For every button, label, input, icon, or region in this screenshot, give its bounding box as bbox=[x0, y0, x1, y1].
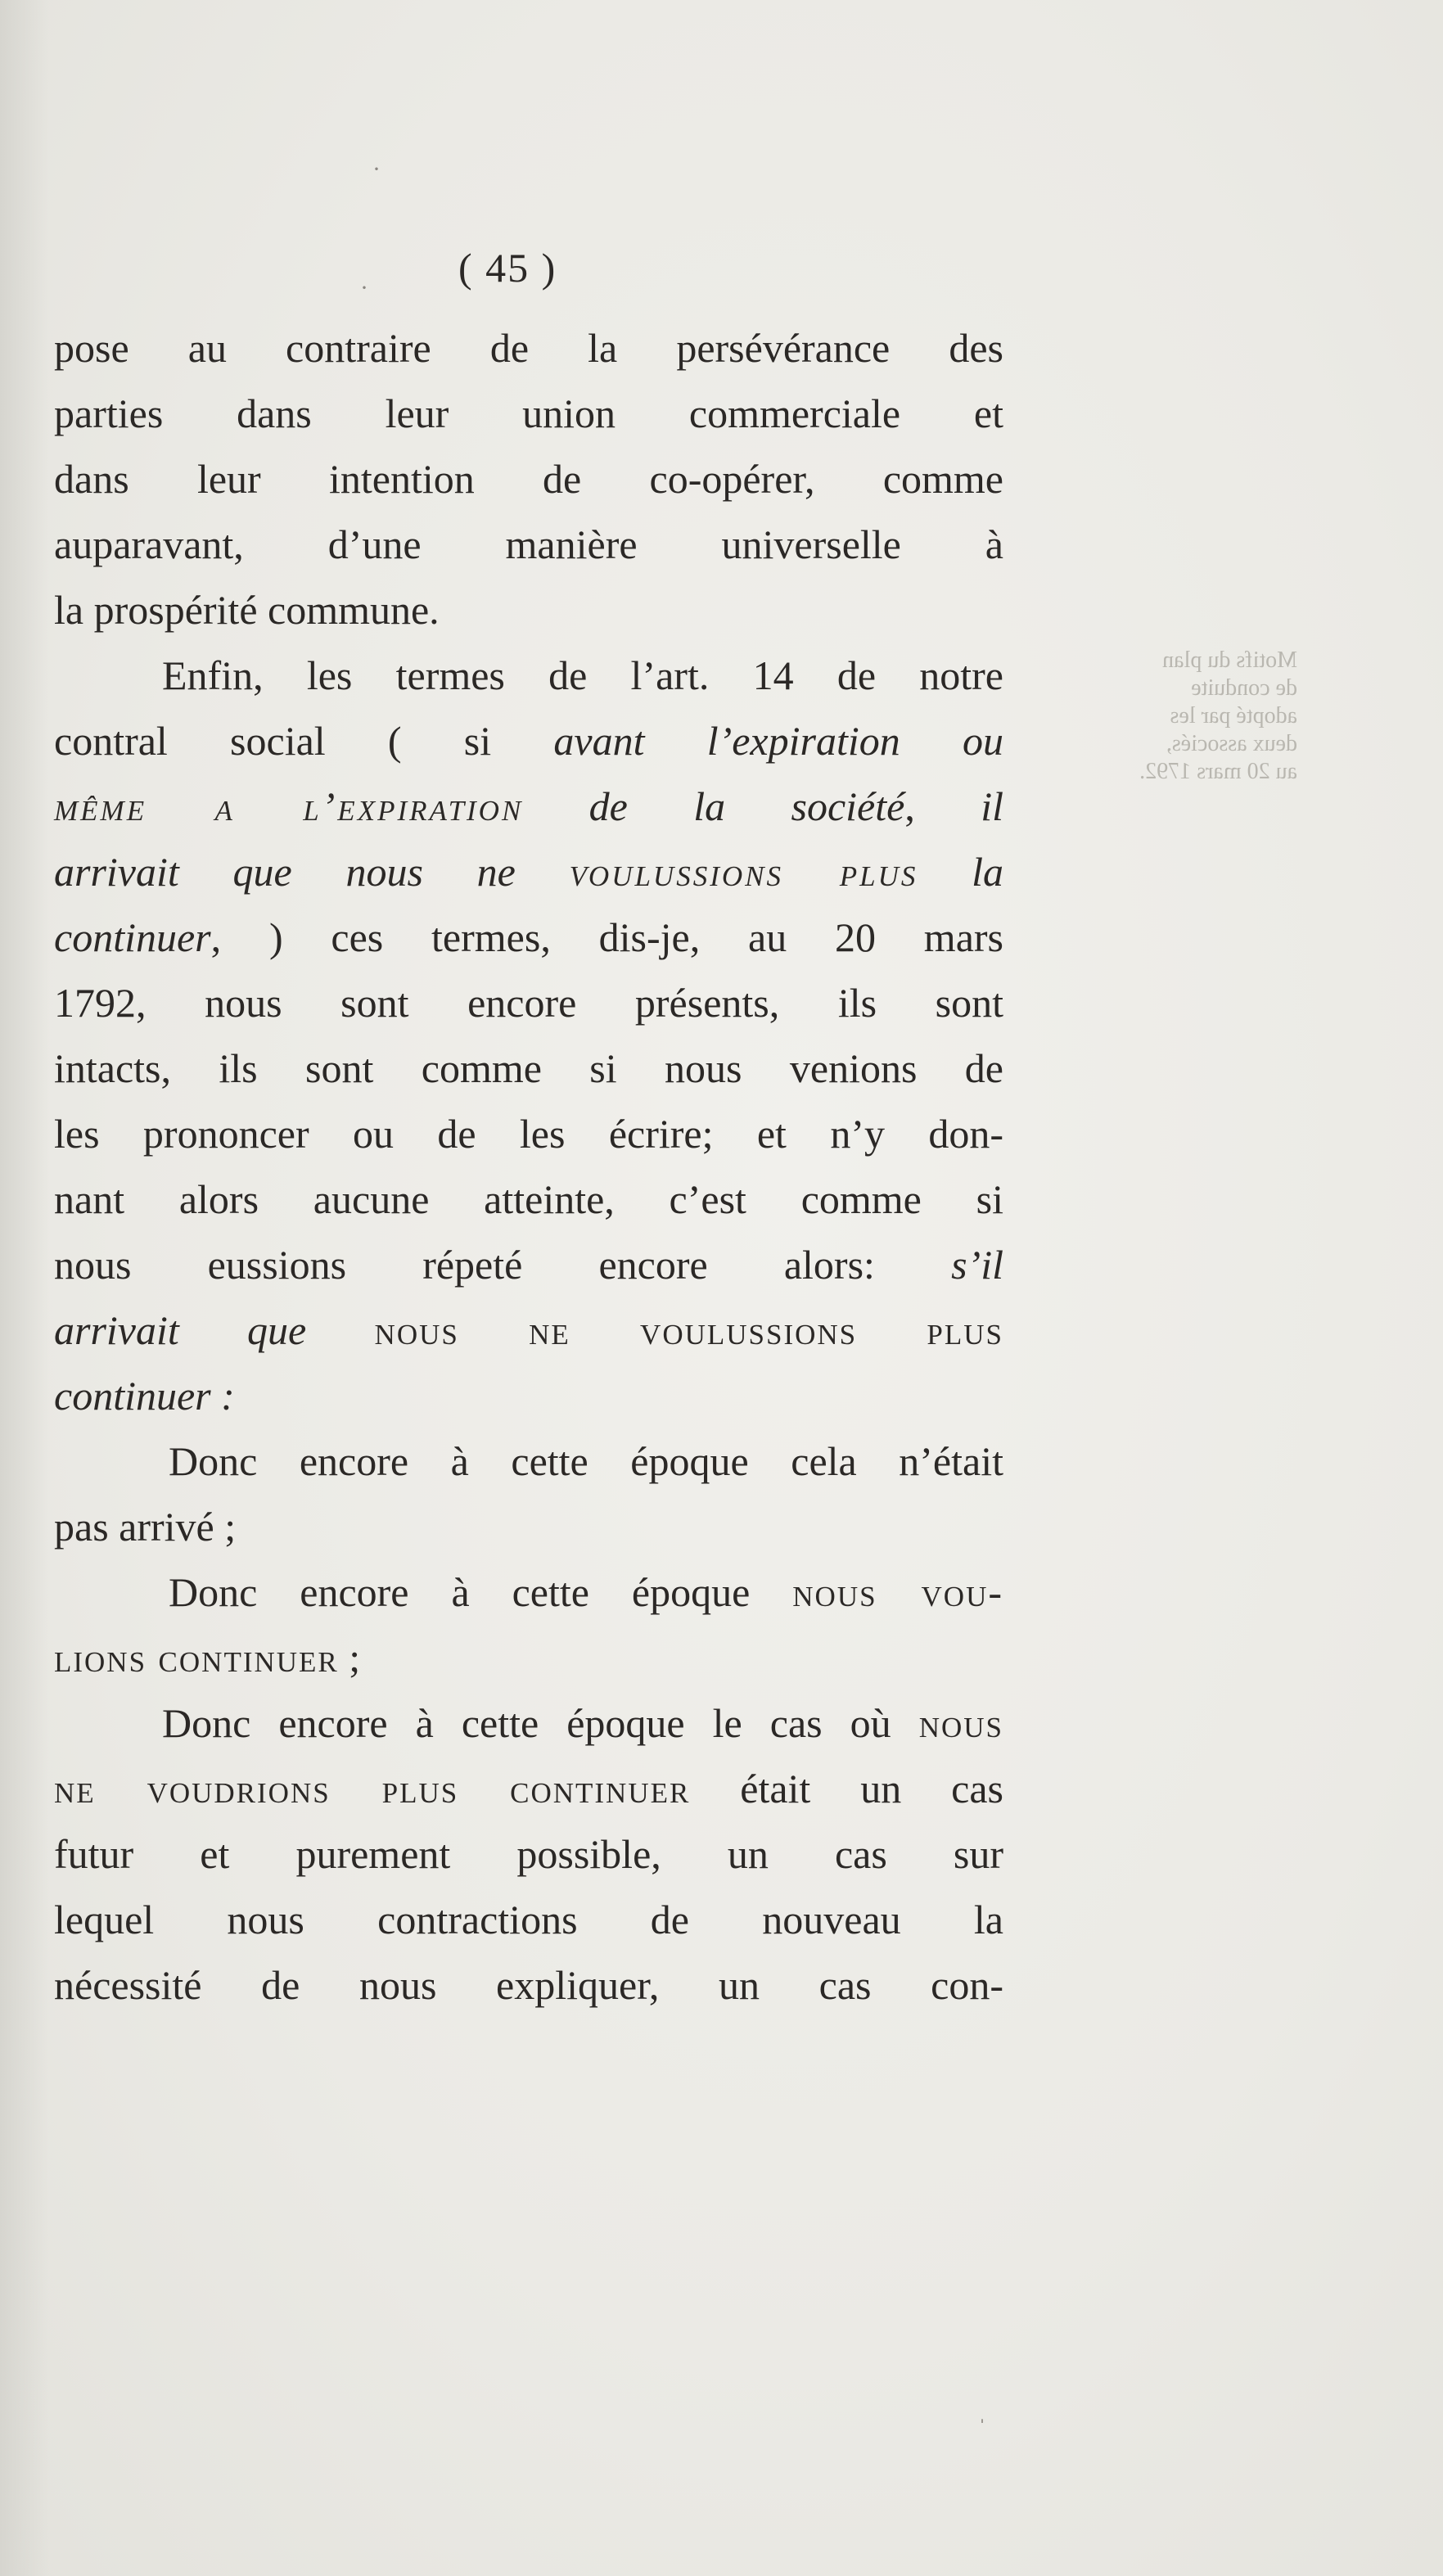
ink-speck: · bbox=[360, 274, 368, 301]
text-line bbox=[54, 1821, 1003, 1887]
text-line bbox=[54, 577, 1003, 643]
text-line bbox=[54, 1756, 1003, 1821]
text-segment: Donc encore à cette époque le cas où bbox=[162, 1700, 919, 1746]
gutter-shadow bbox=[0, 0, 49, 2576]
text-line bbox=[54, 1625, 1003, 1690]
text-line bbox=[54, 512, 1003, 577]
text-line bbox=[54, 1035, 1003, 1101]
text-segment: nant alors aucune atteinte, c’est comme si bbox=[54, 1176, 1003, 1222]
text-segment: Donc encore à cette époque cela n’était bbox=[169, 1438, 1003, 1484]
text-segment: ne voudrions plus continuer bbox=[54, 1766, 691, 1811]
text-line bbox=[54, 1559, 1003, 1625]
text-segment: nous vou- bbox=[792, 1569, 1003, 1615]
text-line bbox=[54, 1101, 1003, 1166]
text-segment: il bbox=[981, 783, 1004, 829]
text-segment: contral social ( si bbox=[54, 718, 554, 764]
text-segment: continuer bbox=[54, 914, 211, 960]
text-segment: intacts, ils sont comme si nous venions de bbox=[54, 1045, 1003, 1091]
text-line bbox=[54, 1690, 1003, 1756]
text-segment: arrivait que nous ne bbox=[54, 849, 570, 895]
text-segment: Donc encore à cette époque bbox=[169, 1569, 793, 1615]
margin-note-bleed-through bbox=[1035, 647, 1297, 786]
text-segment: , bbox=[904, 783, 981, 829]
margin-note-line: de conduite bbox=[1191, 675, 1297, 701]
text-segment: avant l’expiration ou bbox=[553, 718, 1003, 764]
text-segment: était un cas bbox=[690, 1766, 1003, 1811]
text-segment: nous eussions répeté encore alors: bbox=[54, 1242, 952, 1288]
text-line bbox=[54, 708, 1003, 774]
text-line bbox=[54, 1494, 1003, 1559]
text-segment: les prononcer ou de les écrire; et n’y don- bbox=[54, 1111, 1003, 1157]
text-segment: lequel nous contractions de nouveau la bbox=[54, 1897, 1003, 1942]
text-segment: parties dans leur union commerciale et bbox=[54, 390, 1003, 436]
text-segment: voulussions plus bbox=[569, 849, 918, 895]
margin-note-line: deux associés, bbox=[1166, 731, 1297, 756]
text-segment: Enfin, les termes de l’art. 14 de notre bbox=[162, 652, 1003, 698]
text-segment: s’il bbox=[951, 1242, 1003, 1288]
text-segment: nous bbox=[918, 1700, 1003, 1746]
ink-speck: ˈ bbox=[978, 2415, 986, 2442]
text-line bbox=[54, 1166, 1003, 1232]
text-line bbox=[54, 643, 1003, 708]
text-line bbox=[54, 905, 1003, 970]
text-line bbox=[54, 381, 1003, 446]
text-segment: la bbox=[918, 849, 1003, 895]
text-segment: nous ne voulussions plus bbox=[374, 1307, 1004, 1353]
text-segment: la prospérité commune. bbox=[54, 587, 440, 633]
text-segment: , ) ces termes, dis-je, au 20 mars bbox=[210, 914, 1003, 960]
text-segment: lions continuer bbox=[54, 1635, 339, 1680]
margin-note-line: Motifs du plan bbox=[1162, 647, 1297, 673]
text-segment: même a l’expiration bbox=[54, 783, 524, 829]
text-segment: auparavant, d’une manière universelle à bbox=[54, 521, 1003, 567]
text-segment: ; bbox=[338, 1635, 361, 1680]
text-segment: pas arrivé ; bbox=[54, 1504, 237, 1550]
text-segment: dans leur intention de co-opérer, comme bbox=[54, 456, 1003, 502]
text-line bbox=[54, 1297, 1003, 1363]
text-line bbox=[54, 1363, 1003, 1428]
text-line bbox=[54, 1428, 1003, 1494]
text-segment: futur et purement possible, un cas sur bbox=[54, 1831, 1003, 1877]
margin-note-line: au 20 mars 1792. bbox=[1139, 759, 1297, 784]
margin-note-line: adopté par les bbox=[1170, 703, 1297, 729]
text-line bbox=[54, 1952, 1003, 2018]
text-line bbox=[54, 970, 1003, 1035]
body-text bbox=[54, 315, 1003, 2018]
text-line bbox=[54, 1232, 1003, 1297]
text-segment: 1792, nous sont encore présents, ils sont bbox=[54, 980, 1003, 1026]
text-line bbox=[54, 774, 1003, 839]
text-segment: nécessité de nous expliquer, un cas con- bbox=[54, 1962, 1003, 2008]
page-number: ( 45 ) bbox=[458, 245, 557, 291]
ink-speck: · bbox=[372, 156, 381, 183]
text-line bbox=[54, 446, 1003, 512]
text-segment: de la société bbox=[523, 783, 905, 829]
text-line bbox=[54, 839, 1003, 905]
text-line bbox=[54, 315, 1003, 381]
text-segment: pose au contraire de la persévérance des bbox=[54, 325, 1003, 371]
text-segment: arrivait que bbox=[54, 1307, 375, 1353]
text-segment: continuer : bbox=[54, 1373, 235, 1419]
text-line bbox=[54, 1887, 1003, 1952]
